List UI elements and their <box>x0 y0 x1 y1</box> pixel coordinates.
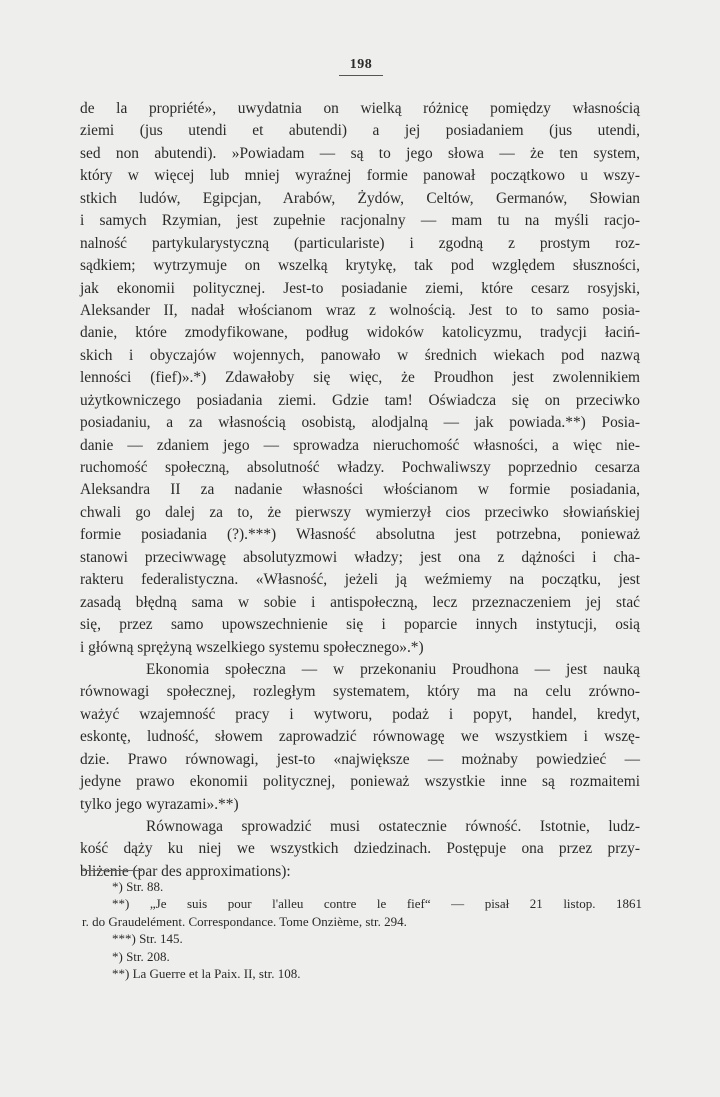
text-line: nalność partykularystyczną (particulariste) i zgodną z prostym roz- <box>80 234 640 252</box>
footnote: *) Str. 88. <box>112 879 164 894</box>
text-line: skich i obyczajów wojennych, panowało w średnich wiekach pod nazwą <box>80 346 640 364</box>
text-line: ważyć wzajemność pracy i wytworu, podaż i popyt, handel, kredyt, <box>80 705 640 723</box>
text-line: tylko jego wyrazami».**) <box>80 795 239 813</box>
text-line: danie — zdaniem jego — sprowadza nieruchomość własności, a więc nie- <box>80 436 640 454</box>
text-line: bliżenie (par des approximations): <box>80 862 291 880</box>
text-line: ziemi (jus utendi et abutendi) a jej posiadaniem (jus utendi, <box>80 122 640 140</box>
text-line: Aleksandra II za nadanie własności włościanom w formie posiadania, <box>80 481 640 499</box>
text-line: stkich ludów, Egipcjan, Arabów, Żydów, Celtów, Germanów, Słowian <box>80 189 640 207</box>
page-number-underline <box>339 75 383 76</box>
paragraph-start-line: Równowaga sprowadzić musi ostatecznie równość. Istotnie, ludz- <box>146 818 640 835</box>
text-line: się, przez samo upowszechnienie się i poparcie innych instytucji, osią <box>80 616 640 634</box>
text-line: eskontę, ludność, słowem zaprowadzić równowagę we wszystkiem i wszę- <box>80 728 640 746</box>
text-line: de la propriété», uwydatnia on wielką różnicę pomiędzy własnością <box>80 100 640 117</box>
text-line: jak ekonomii politycznej. Jest-to posiadanie ziemi, które cesarz rosyjski, <box>80 279 640 297</box>
text-line: sed non abutendi). »Powiadam — są to jego słowa — że ten system, <box>80 144 640 162</box>
footnote-continuation: r. do Graudelément. Correspondance. Tome Onzième, str. 294. <box>82 913 407 929</box>
text-line: stanowi przeciwwagę absolutyzmowi władzy; jest ona z dążności i cha- <box>80 548 640 566</box>
text-line: ruchomość społeczną, absolutność władzy. Pochwaliwszy poprzednio cesarza <box>80 459 640 476</box>
text-line: rakteru federalistyczna. «Własność, jeżeli ją weźmiemy na początku, jest <box>80 571 640 589</box>
text-line: sądkiem; wytrzymuje on wszelką krytykę, tak pod względem słuszności, <box>80 257 640 275</box>
text-line: i samych Rzymian, jest zupełnie racjonalny — mam tu na myśli racjo- <box>80 212 640 230</box>
footnote: *) Str. 208. <box>112 948 170 964</box>
footnote-separator <box>82 870 142 871</box>
text-line: dzie. Prawo równowagi, jest-to «największe — możnaby powiedzieć — <box>80 750 640 768</box>
footnote: **) La Guerre et la Paix. II, str. 108. <box>112 965 301 981</box>
text-line: kość dąży ku niej we wszystkich dziedzinach. Postępuje ona przez przy- <box>80 840 640 858</box>
footnote: **) „Je suis pour l'alleu contre le fief“ — pisał 21 listop. 1861 <box>112 896 642 912</box>
footnote: ***) Str. 145. <box>112 931 183 947</box>
body-text <box>80 98 640 883</box>
page-number: 198 <box>349 57 373 72</box>
text-line: i główną sprężyną wszelkiego systemu społecznego».*) <box>80 638 424 656</box>
text-line: posiadaniu, a za własnością osobistą, alodjalną — jak powiada.**) Posia- <box>80 414 640 432</box>
text-line: formie posiadania (?).***) Własność absolutna jest potrzebna, ponieważ <box>80 526 640 544</box>
paragraph-start-line: Ekonomia społeczna — w przekonaniu Proudhona — jest nauką <box>146 660 640 678</box>
text-line: jedyne prawo ekonomii politycznej, ponieważ wszystkie inne są rozmaitemi <box>80 773 640 791</box>
text-line: Aleksander II, nadał włościanom wraz z wolnością. Jest to to samo posia- <box>80 301 640 319</box>
text-line: równowagi społecznej, rozległym systematem, który ma na celu zrówno- <box>80 683 640 701</box>
text-line: lenności (fief)».*) Zdawałoby się więc, że Proudhon jest zwolennikiem <box>80 369 640 387</box>
text-line: danie, które zmodyfikowane, podług widoków katolicyzmu, tradycji łaciń- <box>80 324 640 342</box>
text-line: użytkowniczego posiadania ziemi. Gdzie tam! Oświadcza się on przeciwko <box>80 391 640 409</box>
text-line: zasadą błędną sama w sobie i antispołeczną, lecz przeznaczeniem jej stać <box>80 593 640 611</box>
text-line: który w więcej lub mniej wyraźnej formie panował początkowo u wszy- <box>80 167 640 185</box>
footnotes <box>82 878 642 982</box>
text-line: chwali go dalej za to, że pierwszy wymierzył cios przeciwko słowiańskiej <box>80 503 640 521</box>
